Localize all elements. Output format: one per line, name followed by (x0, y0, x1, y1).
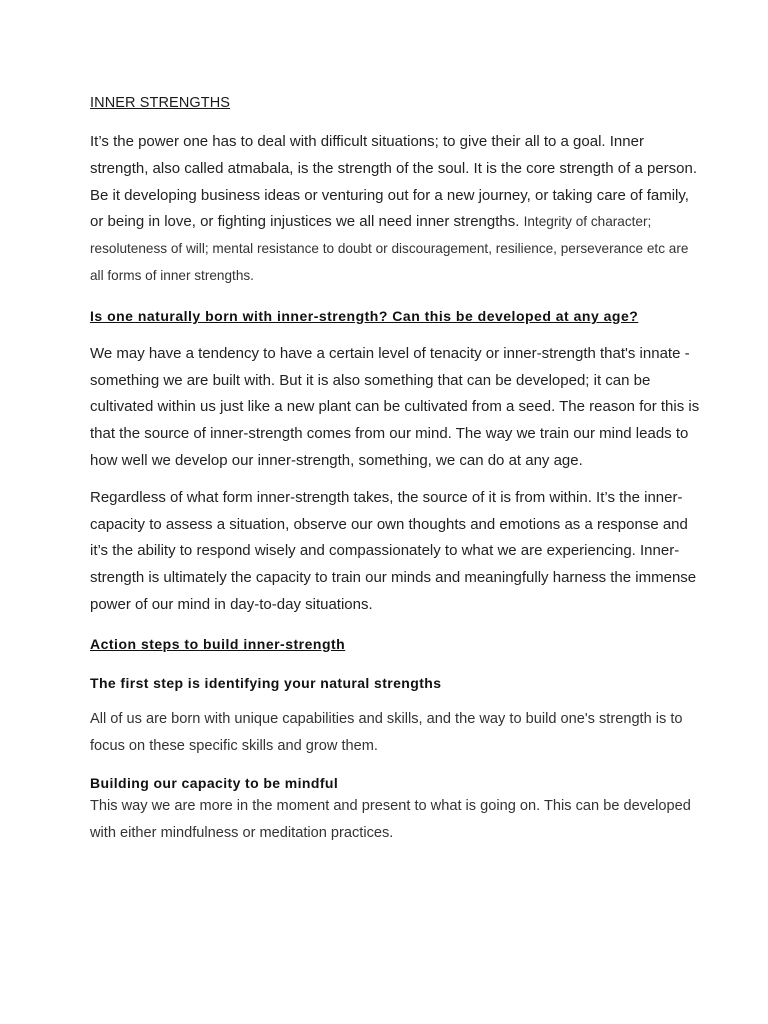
action-steps-heading: Action steps to build inner-strength (90, 635, 346, 652)
step-1-body: All of us are born with unique capabilities and skills, and the way to build one's strength is to focus on these specific skills and grow them. (90, 710, 683, 754)
document-page (90, 94, 700, 847)
step-2-heading: Building our capacity to be mindful (90, 775, 339, 792)
intro-tail-text: Integrity of character; resoluteness of will; mental resistance to doubt or discouragement, resilience, perseverance etc are all forms of inner strengths. (90, 214, 689, 283)
step-2-body: This way we are more in the moment and present to what is going on. This can be developed with either mindfulness or meditation practices. (90, 798, 691, 842)
answer-paragraph-1: We may have a tendency to have a certain level of tenacity or inner-strength that's innate - something we are built with. But it is also something that can be developed; it can be cultivated within us just like a new plant can be cultivated from a seed. The reason for this is that the source of inner-strength comes from our mind. The way we train our mind leads to how well we develop our inner-strength, something, we can do at any age. (90, 344, 700, 469)
document-title: INNER STRENGTHS (90, 95, 231, 111)
intro-main-text: It’s the power one has to deal with difficult situations; to give their all to a goal. Inner strength, also called atmabala, is the strength of the soul. It is the core strength of a person. Be it developing business ideas or venturing out for a new journey, or taking care of family, or being in love, or fighting injustices we all need inner strengths. (90, 133, 698, 231)
step-1-heading: The first step is identifying your natural strengths (90, 674, 442, 691)
question-heading: Is one naturally born with inner-strength? Can this be developed at any age? (90, 307, 639, 324)
intro-paragraph (90, 129, 700, 290)
answer-paragraph-2: Regardless of what form inner-strength takes, the source of it is from within. It’s the inner-capacity to assess a situation, observe our own thoughts and emotions as a response and it’s the ability to respond wisely and compassionately to what we are experiencing. Inner-strength is ultimately the capacity to train our minds and meaningfully harness the immense power of our mind in day-to-day situations. (90, 488, 697, 613)
